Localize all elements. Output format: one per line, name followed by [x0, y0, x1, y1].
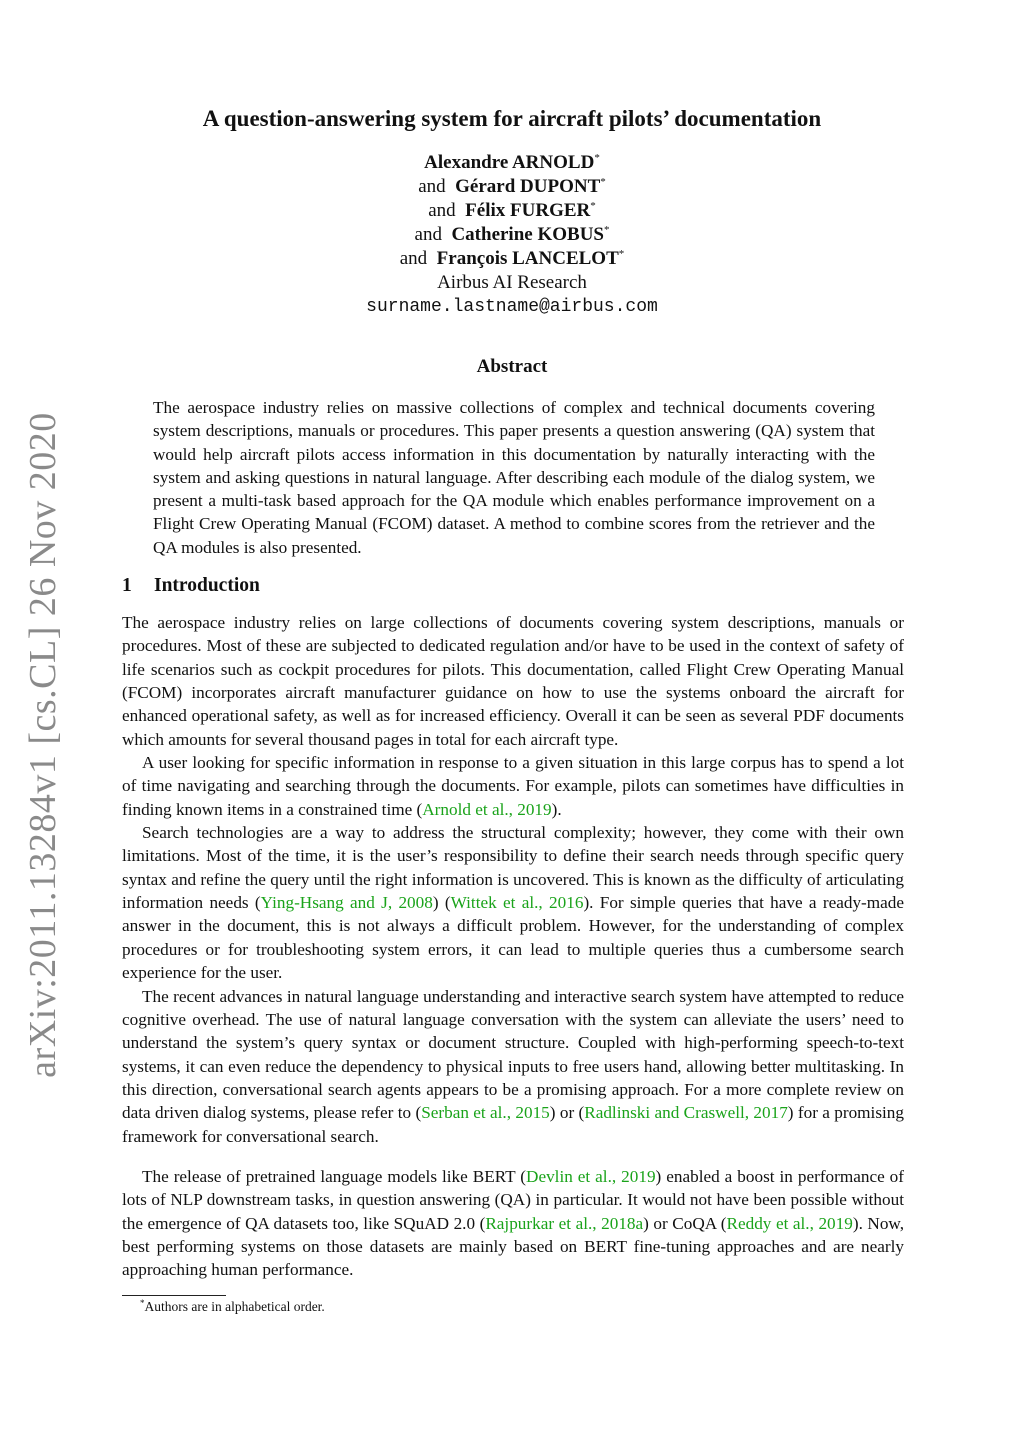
author-line [0, 223, 1024, 247]
author-name: Alexandre ARNOLD [424, 152, 595, 173]
abstract-heading: Abstract [476, 356, 548, 377]
paragraph: Search technologies are a way to address the structural complexity; however, they come with their own limitations. Most of the time, it is the user’s responsibility to define their search needs through specific query syntax and refine the query until the right information is uncovered. This is known as the difficulty of articulating information needs (Ying-Hsang and J, 2008) (Wittek et al., 2016). For simple queries that have a ready-made answer in the document, this is not always a difficult problem. However, for the understanding of complex procedures or for troubleshooting system errors, it can lead to multiple queries thus a cumbersome search experience for the user. [122, 823, 904, 983]
arxiv-identifier: arXiv:2011.13284v1 [cs.CL] 26 Nov 2020 [22, 412, 64, 1078]
author-footnote-mark: * [590, 200, 596, 212]
author-line [0, 199, 1024, 223]
author-footnote-mark: * [594, 152, 600, 164]
author-footnote-mark: * [603, 224, 610, 236]
citation-link[interactable]: Arnold et al., 2019 [422, 799, 552, 819]
author-block [0, 151, 1024, 319]
section-title: Introduction [154, 575, 260, 596]
citation-link[interactable]: Wittek et al., 2016 [450, 893, 584, 913]
author-footnote-mark: * [618, 248, 625, 260]
paragraph: A user looking for specific information in response to a given situation in this large corpus has to spend a lot of time navigating and searching through the documents. For example, pilots can sometimes have difficulties in finding known items in a constrained time (Arnold et al., 2019). [122, 753, 904, 819]
author-email: surname.lastname@airbus.com [366, 297, 658, 317]
paper-title: A question-answering system for aircraft pilots’ documentation [202, 106, 822, 131]
footnote-text: Authors are in alphabetical order. [144, 1299, 325, 1314]
author-name: Gérard DUPONT [455, 176, 601, 197]
author-conjunction: and [418, 176, 446, 197]
paragraph: The recent advances in natural language understanding and interactive search system have attempted to reduce cognitive overhead. The use of natural language conversation with the system can alleviate the users’ need to understand the system’s query syntax or document structure. Coupled with high-performing speech-to-text systems, it can even reduce the dependency to physical inputs to free users hand, allowing better multitasking. In this direction, conversational search agents appears to be a promising approach. For a more complete review on data driven dialog systems, please refer to (Serban et al., 2015) or (Radlinski and Craswell, 2017) for a promising framework for conversational search. [122, 986, 904, 1146]
citation-link[interactable]: Serban et al., 2015 [421, 1103, 550, 1123]
author-conjunction: and [414, 224, 442, 245]
author-name: Catherine KOBUS [451, 224, 604, 245]
citation-link[interactable]: Rajpurkar et al., 2018a [485, 1213, 644, 1233]
author-footnote-mark: * [600, 176, 606, 188]
paragraph: The release of pretrained language models like BERT (Devlin et al., 2019) enabled a boost in performance of lots of NLP downstream tasks, in question answering (QA) in particular. It would not have been possible without the emergence of QA datasets too, like SQuAD 2.0 (Rajpurkar et al., 2018a) or CoQA (Reddy et al., 2019). Now, best performing systems on those datasets are mainly based on BERT fine-tuning approaches and are nearly approaching human performance. [122, 1166, 905, 1280]
abstract-text: The aerospace industry relies on massive collections of complex and technical documents covering system descriptions, manuals or procedures. This paper presents a question answering (QA) system that would help aircraft pilots access information in this documentation by naturally interacting with the system and asking questions in natural language. After describing each module of the dialog system, we present a multi-task based approach for the QA module which enables performance improvement on a Flight Crew Operating Manual (FCOM) dataset. A method to combine scores from the retriever and the QA modules is also presented. [153, 398, 875, 557]
citation-link[interactable]: Ying-Hsang and J, 2008 [260, 893, 433, 913]
footnote [140, 1299, 325, 1315]
footnote-mark: * [140, 1298, 145, 1308]
author-conjunction: and [399, 248, 428, 269]
author-conjunction: and [428, 200, 456, 221]
citation-link[interactable]: Devlin et al., 2019 [526, 1166, 656, 1186]
author-name: François LANCELOT [436, 248, 619, 269]
section-number: 1 [122, 575, 132, 596]
author-line [0, 151, 1024, 175]
author-name: Félix FURGER [465, 200, 591, 221]
section-heading [122, 575, 260, 597]
author-line [0, 247, 1024, 271]
author-line [0, 175, 1024, 199]
citation-link[interactable]: Radlinski and Craswell, 2017 [584, 1103, 788, 1123]
affiliation: Airbus AI Research [437, 272, 587, 293]
citation-link[interactable]: Reddy et al., 2019 [726, 1213, 853, 1233]
introduction-body [122, 611, 904, 1282]
paragraph: The aerospace industry relies on large collections of documents covering system descriptions, manuals or procedures. Most of these are subjected to dedicated regulation and/or have to be used in the context of safety of life scenarios such as cockpit procedures for pilots. This documentation, called Flight Crew Operating Manual (FCOM) incorporates aircraft manufacturer guidance on how to use the systems onboard the aircraft for enhanced operational safety, as well as for increased efficiency. Overall it can be seen as several PDF documents which amounts for several thousand pages in total for each aircraft type. [122, 613, 904, 749]
footnote-divider [122, 1295, 226, 1296]
